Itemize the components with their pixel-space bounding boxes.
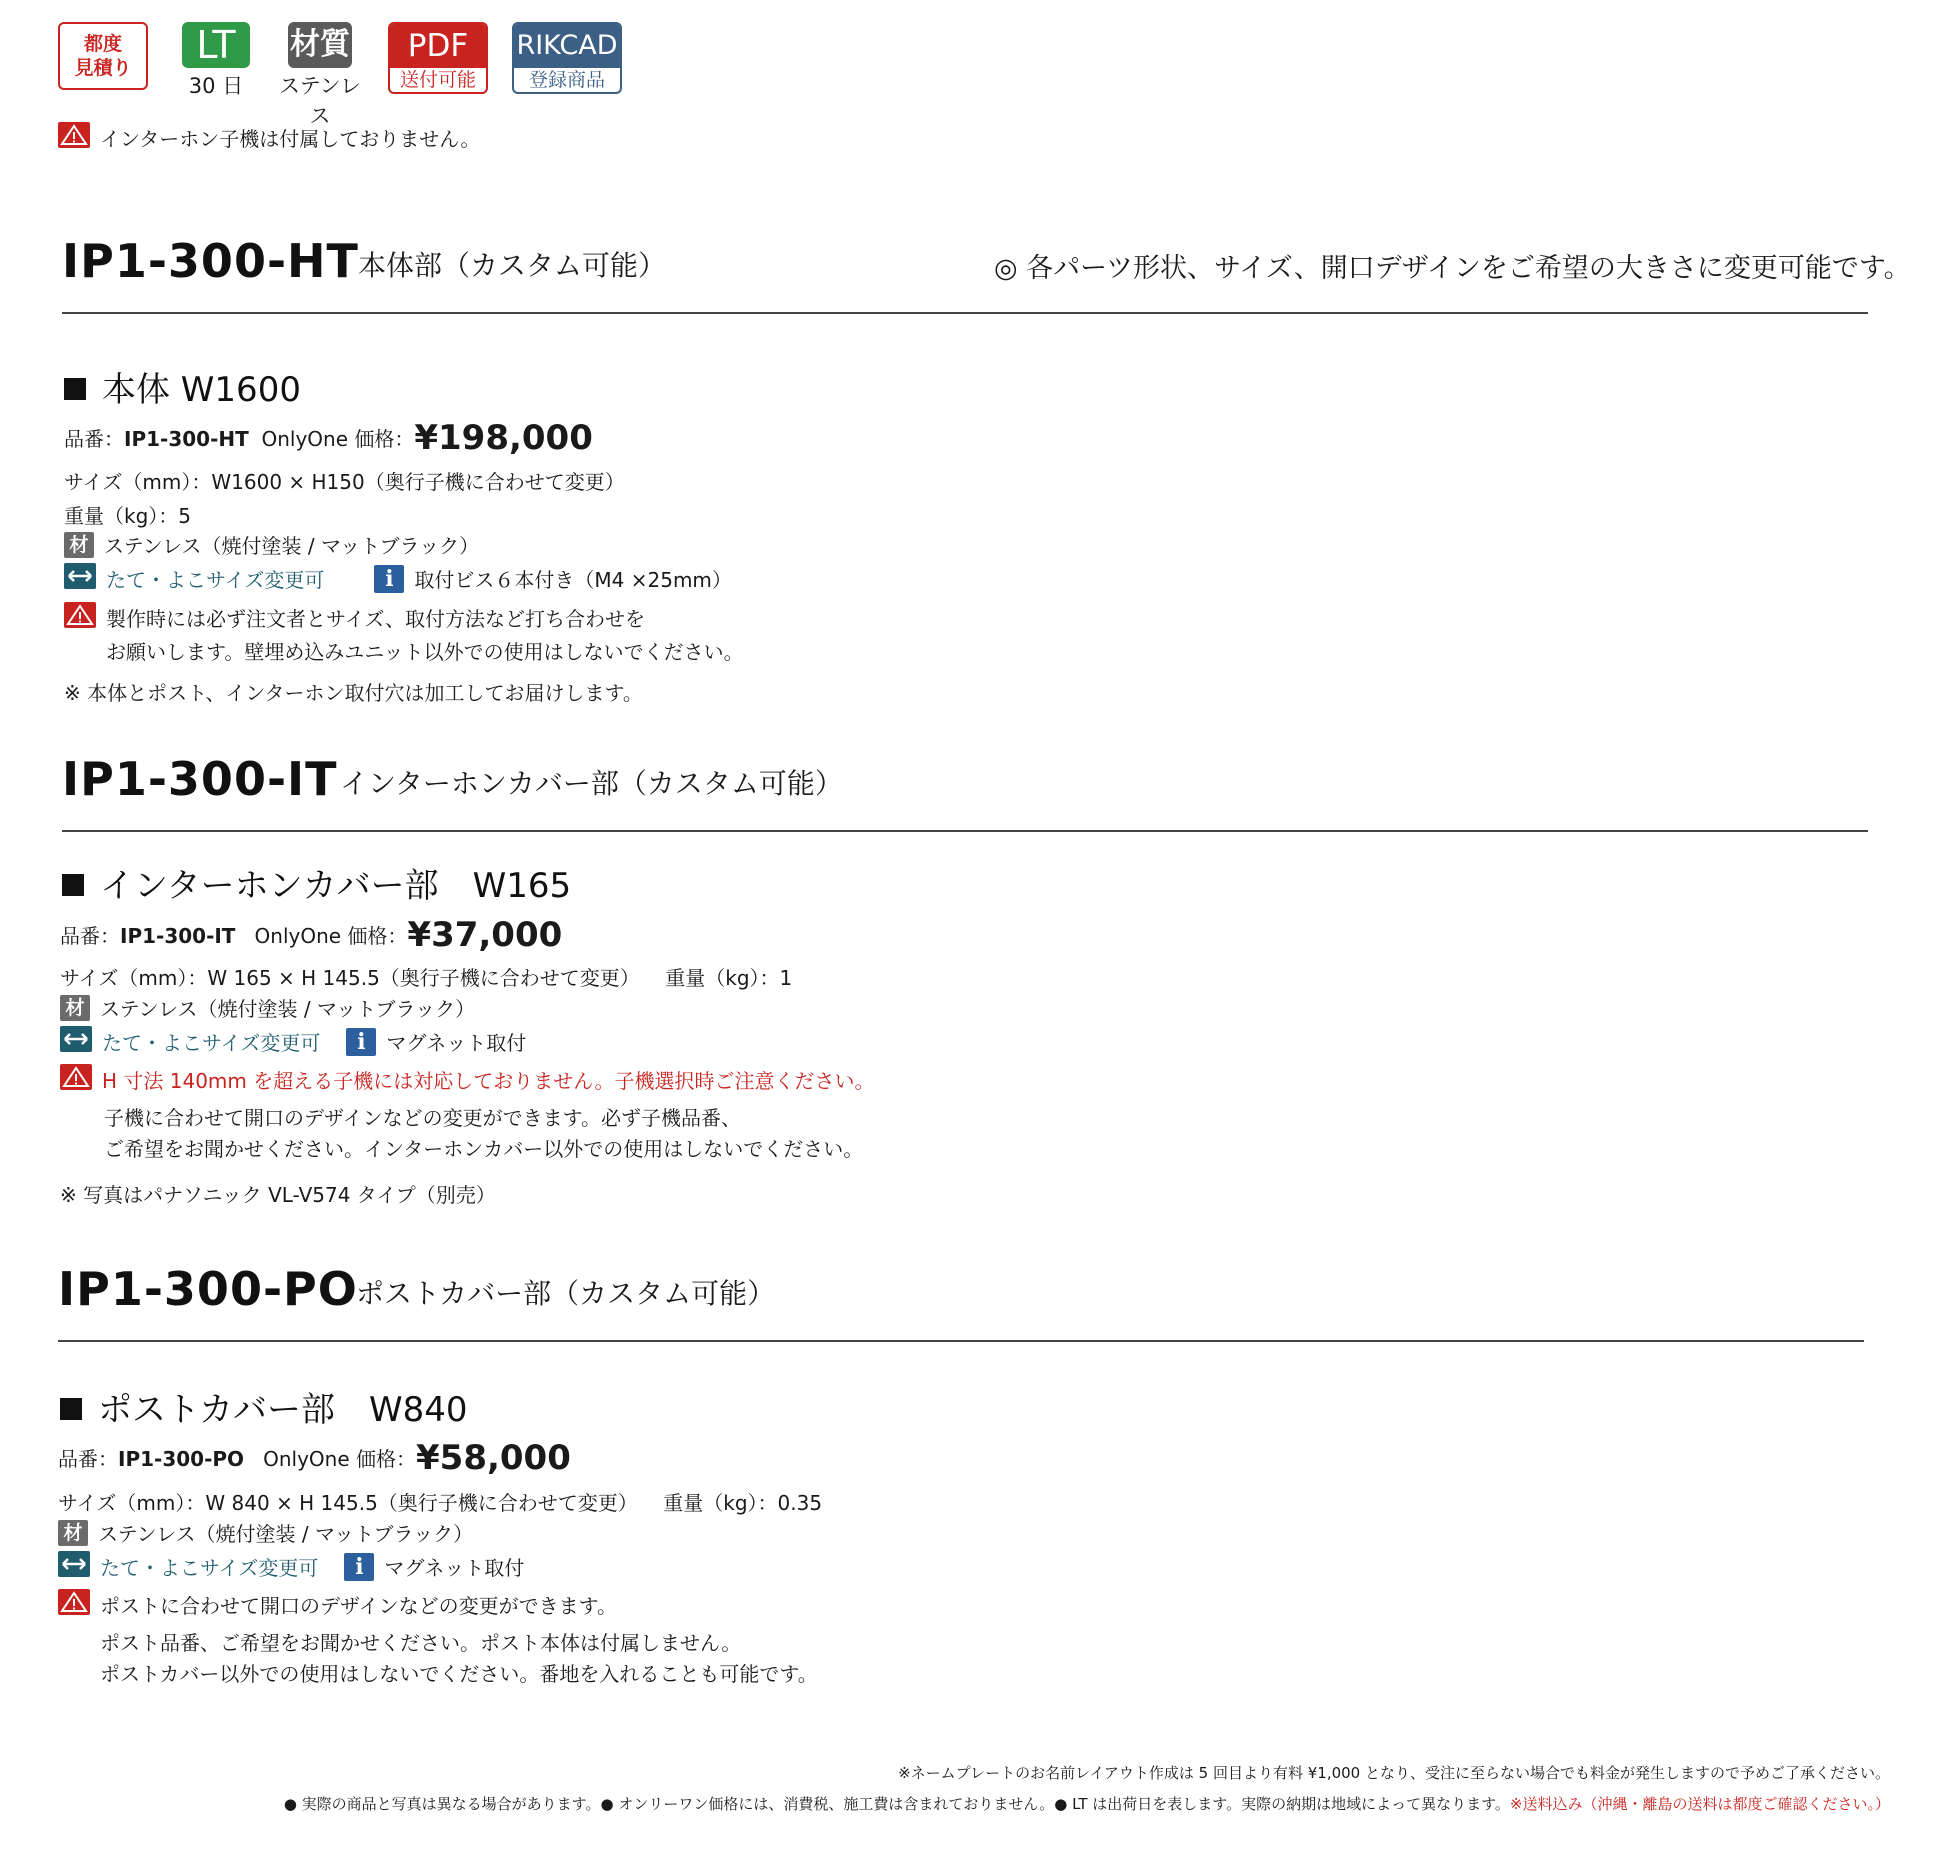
resize-row-it: たて・よこサイズ変更可 i マグネット取付 xyxy=(60,1026,526,1057)
warning-it-line2: 子機に合わせて開口のデザインなどの変更ができます。必ず子機品番、 xyxy=(104,1106,741,1130)
price: ¥37,000 xyxy=(407,915,563,955)
rikcad-badge-bottom: 登録商品 xyxy=(528,69,605,91)
footer-shipping-note: ※送料込み（沖縄・離島の送料は都度ご確認ください。） xyxy=(1509,1795,1890,1813)
resize-arrows-icon xyxy=(60,1026,92,1057)
section-title-ht: 本体部（カスタム可能） xyxy=(358,249,667,282)
material-icon: 材 xyxy=(60,995,90,1021)
bullet-square xyxy=(64,378,86,400)
footer-note-2: ● 実際の商品と写真は異なる場合があります。● オンリーワン価格には、消費税、施工費は含まれておりません。● LT は出荷日を表します。実際の納期は地域によって異なります。※送料込み（沖縄・離島の送料は都度ご確認ください。） xyxy=(283,1795,1890,1813)
resize-row-ht: たて・よこサイズ変更可 i 取付ビス６本付き（M4 ×25mm） xyxy=(64,563,732,594)
section-title-it: インターホンカバー部（カスタム可能） xyxy=(340,767,843,800)
material-icon: 材 xyxy=(64,532,94,558)
size-ht: サイズ（mm）：W1600 × H150（奥行子機に合わせて変更） xyxy=(64,470,625,494)
size-po: サイズ（mm）：W 840 × H 145.5（奥行子機に合わせて変更） 重量（kg）：0.35 xyxy=(58,1491,823,1515)
part-price-it: 品番：IP1-300-IT OnlyOne 価格：¥37,000 xyxy=(60,915,563,955)
material-row-po: 材 ステンレス（焼付塗装 / マットブラック） xyxy=(58,1518,473,1547)
rikcad-badge xyxy=(512,22,622,94)
footer-note-1: ※ネームプレートのお名前レイアウト作成は 5 回目より有料 ¥1,000 となり、受注に至らない場合でも料金が発生しますので予めご了承ください。 xyxy=(898,1764,1890,1782)
divider xyxy=(62,830,1868,832)
rikcad-badge-top: RIKCAD xyxy=(514,24,620,68)
material-badge-label: ステンレス xyxy=(278,74,361,128)
section-title-po: ポストカバー部（カスタム可能） xyxy=(356,1277,776,1310)
sub-heading-po: ポストカバー部 W840 xyxy=(60,1382,468,1431)
price: ¥58,000 xyxy=(416,1438,571,1478)
divider xyxy=(62,312,1868,314)
size-it: サイズ（mm）：W 165 × H 145.5（奥行子機に合わせて変更） 重量（kg）：1 xyxy=(60,966,793,990)
warning-icon xyxy=(58,122,90,153)
part-price-ht: 品番：IP1-300-HT OnlyOne 価格：¥198,000 xyxy=(64,418,593,458)
weight-it: 重量（kg）：1 xyxy=(665,966,793,990)
part-price-po: 品番：IP1-300-PO OnlyOne 価格：¥58,000 xyxy=(58,1438,571,1478)
warning-icon xyxy=(58,1589,90,1620)
notice-text: インターホン子機は付属しておりません。 xyxy=(100,127,481,151)
warning-ht-line2: お願いします。壁埋め込みユニット以外での使用はしないでください。 xyxy=(106,640,744,664)
resize-row-po: たて・よこサイズ変更可 i マグネット取付 xyxy=(58,1551,524,1582)
part-number: IP1-300-PO xyxy=(118,1447,245,1471)
bullet-square xyxy=(62,874,84,896)
warning-po-line2: ポスト品番、ご希望をお聞かせください。ポスト本体は付属しません。 xyxy=(100,1631,742,1655)
note-ht: ※ 本体とポスト、インターホン取付穴は加工してお届けします。 xyxy=(64,681,643,705)
price: ¥198,000 xyxy=(414,418,593,458)
section-code-ht: IP1-300-HT xyxy=(62,234,359,288)
warning-po-line3: ポストカバー以外での使用はしないでください。番地を入れることも可能です。 xyxy=(100,1662,818,1686)
lead-time-days: 30 日 xyxy=(188,74,244,98)
intercom-notice xyxy=(58,122,480,153)
divider xyxy=(58,1340,1864,1342)
part-number: IP1-300-HT xyxy=(124,427,249,451)
weight-ht: 重量（kg）：5 xyxy=(64,504,192,528)
quote-badge: 都度 見積り xyxy=(58,22,148,90)
pdf-badge-bottom: 送付可能 xyxy=(399,69,476,91)
section-code-po: IP1-300-PO xyxy=(58,1262,358,1316)
section-code-it: IP1-300-IT xyxy=(62,752,338,806)
sub-heading-it: インターホンカバー部 W165 xyxy=(62,858,571,907)
warning-row-it: H 寸法 140mm を超える子機には対応しておりません。子機選択時ご注意ください。 xyxy=(60,1064,874,1095)
material-icon: 材 xyxy=(58,1520,88,1546)
part-number: IP1-300-IT xyxy=(120,924,236,948)
material-badge: 材質 xyxy=(288,22,352,68)
warning-row-ht: 製作時には必ず注文者とサイズ、取付方法など打ち合わせを xyxy=(64,602,645,633)
warning-row-po: ポストに合わせて開口のデザインなどの変更ができます。 xyxy=(58,1589,617,1620)
warning-icon xyxy=(64,602,96,633)
info-icon: i xyxy=(346,1028,376,1056)
header-note: ◎ 各パーツ形状、サイズ、開口デザインをご希望の大きさに変更可能です。 xyxy=(994,253,1911,284)
warning-it-line3: ご希望をお聞かせください。インターホンカバー以外での使用はしないでください。 xyxy=(104,1137,864,1161)
sub-heading-ht: 本体 W1600 xyxy=(64,362,301,411)
info-icon: i xyxy=(374,565,404,593)
info-icon: i xyxy=(344,1553,374,1581)
bullet-square xyxy=(60,1398,82,1420)
warning-icon xyxy=(60,1064,92,1095)
resize-arrows-icon xyxy=(64,563,96,594)
note-it: ※ 写真はパナソニック VL-V574 タイプ（別売） xyxy=(60,1183,496,1207)
material-row-it: 材 ステンレス（焼付塗装 / マットブラック） xyxy=(60,993,475,1022)
lead-time-badge: LT xyxy=(182,22,250,68)
material-row-ht: 材 ステンレス（焼付塗装 / マットブラック） xyxy=(64,530,479,559)
weight-po: 重量（kg）：0.35 xyxy=(663,1491,823,1515)
resize-arrows-icon xyxy=(58,1551,90,1582)
pdf-badge xyxy=(388,22,488,94)
pdf-badge-top: PDF xyxy=(390,24,486,68)
